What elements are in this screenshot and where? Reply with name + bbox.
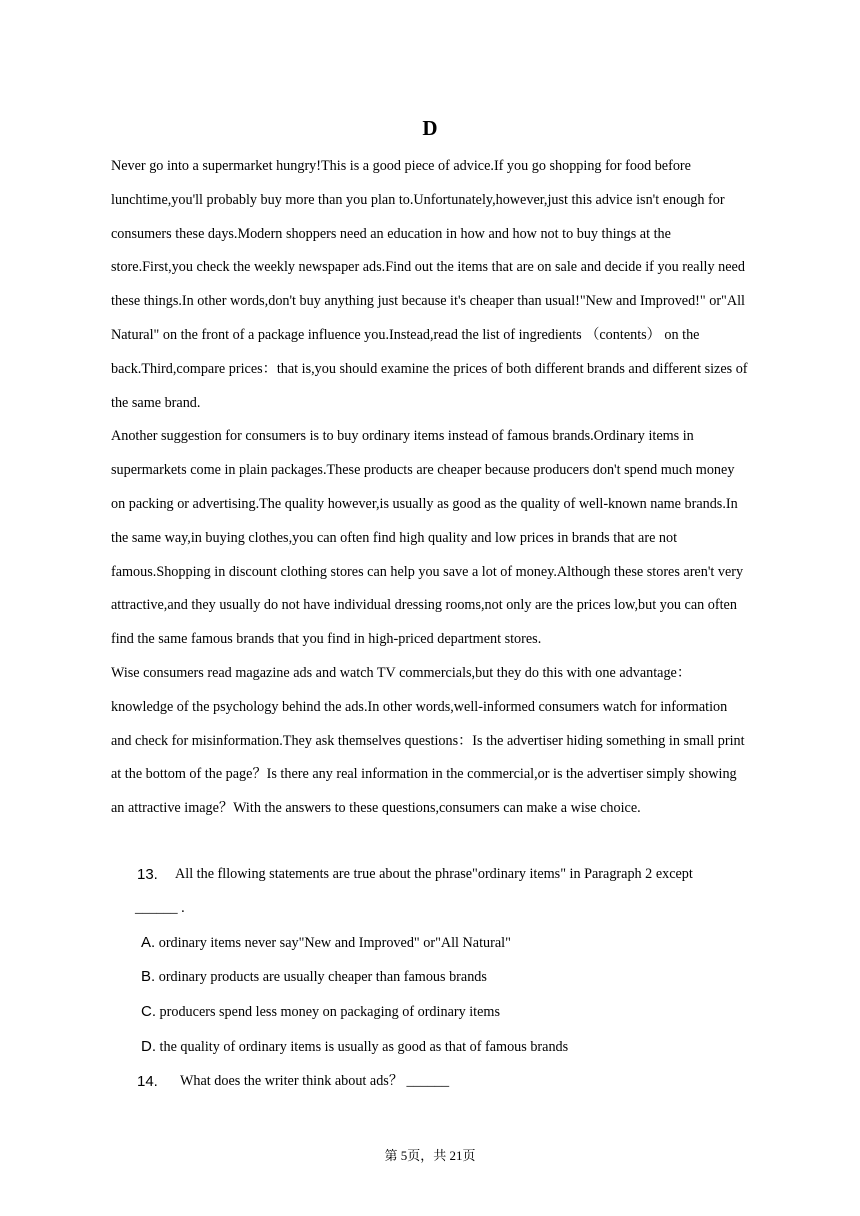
option-text: ordinary items never say"New and Improved" or"All Natural" — [158, 934, 511, 951]
passage-paragraph-1: Never go into a supermarket hungry!This is a good piece of advice.If you go shopping for food before lunchtime,you'll probably buy more than you plan to.Unfortunately,however,just this advice isn't enough for consumers these days.Modern shoppers need an education in how and how not to buy things at the store.First,you check the weekly newspaper ads.Find out the items that are on sale and decide if you really need these things.In other words,don't buy anything just because it's cheaper than usual!"New and Improved!" or"All Natural" on the front of a package influence you.Instead,read the list of ingredients （contents） on the back.Third,compare prices：that is,you should examine the prices of both different brands and different sizes of the same brand. — [111, 158, 748, 411]
question-stem: All the fllowing statements are true about the phrase"ordinary items" in Paragraph 2 except — [175, 866, 693, 882]
question-number: 14. — [137, 1072, 158, 1090]
passage-paragraph-2: Another suggestion for consumers is to buy ordinary items instead of famous brands.Ordinary items in supermarkets come in plain packages.These products are cheaper because producers don't spend much money on packing or advertising.The quality however,is usually as good as the quality of well-known name brands.In the same way,in buying clothes,you can often find high quality and low prices in brands that are not famous.Shopping in discount clothing stores can help you save a lot of money.Although these stores aren't very attractive,and they usually do not have individual dressing rooms,not only are the prices low,but you can often find the same famous brands that you find in high-priced department stores. — [111, 428, 744, 648]
section-heading: D — [422, 116, 438, 140]
option-text: producers spend less money on packaging of ordinary items — [159, 1004, 500, 1021]
option-letter: B. — [141, 968, 156, 986]
option-a[interactable] — [111, 926, 751, 961]
option-letter: C. — [141, 1003, 156, 1021]
question-stem: What does the writer think about ads？ ______ — [180, 1072, 450, 1089]
option-letter: A. — [141, 933, 156, 951]
option-letter: D. — [141, 1037, 156, 1055]
passage-paragraph-3: Wise consumers read magazine ads and watch TV commercials,but they do this with one advantage：knowledge of the psychology behind the ads.In other words,well-informed consumers watch for information and check for misinformation.They ask themselves questions：Is the advertiser hiding something in small print at the bottom of the page？Is there any real information in the commercial,or is the advertiser simply showing an attractive image？With the answers to these questions,consumers can make a wise choice. — [111, 664, 745, 817]
reading-passage — [111, 150, 751, 826]
page-footer: 第 5页，共 21页 — [384, 1148, 476, 1163]
question-14 — [111, 1065, 751, 1099]
option-text: the quality of ordinary items is usually as good as that of famous brands — [159, 1038, 569, 1055]
answer-blank: ______ . — [135, 899, 185, 916]
option-c[interactable] — [111, 995, 751, 1030]
question-list — [111, 858, 751, 1099]
option-d[interactable] — [111, 1030, 751, 1065]
option-text: ordinary products are usually cheaper than famous brands — [158, 969, 487, 986]
option-b[interactable] — [111, 960, 751, 995]
question-13 — [111, 858, 751, 892]
question-number: 13. — [137, 866, 158, 883]
